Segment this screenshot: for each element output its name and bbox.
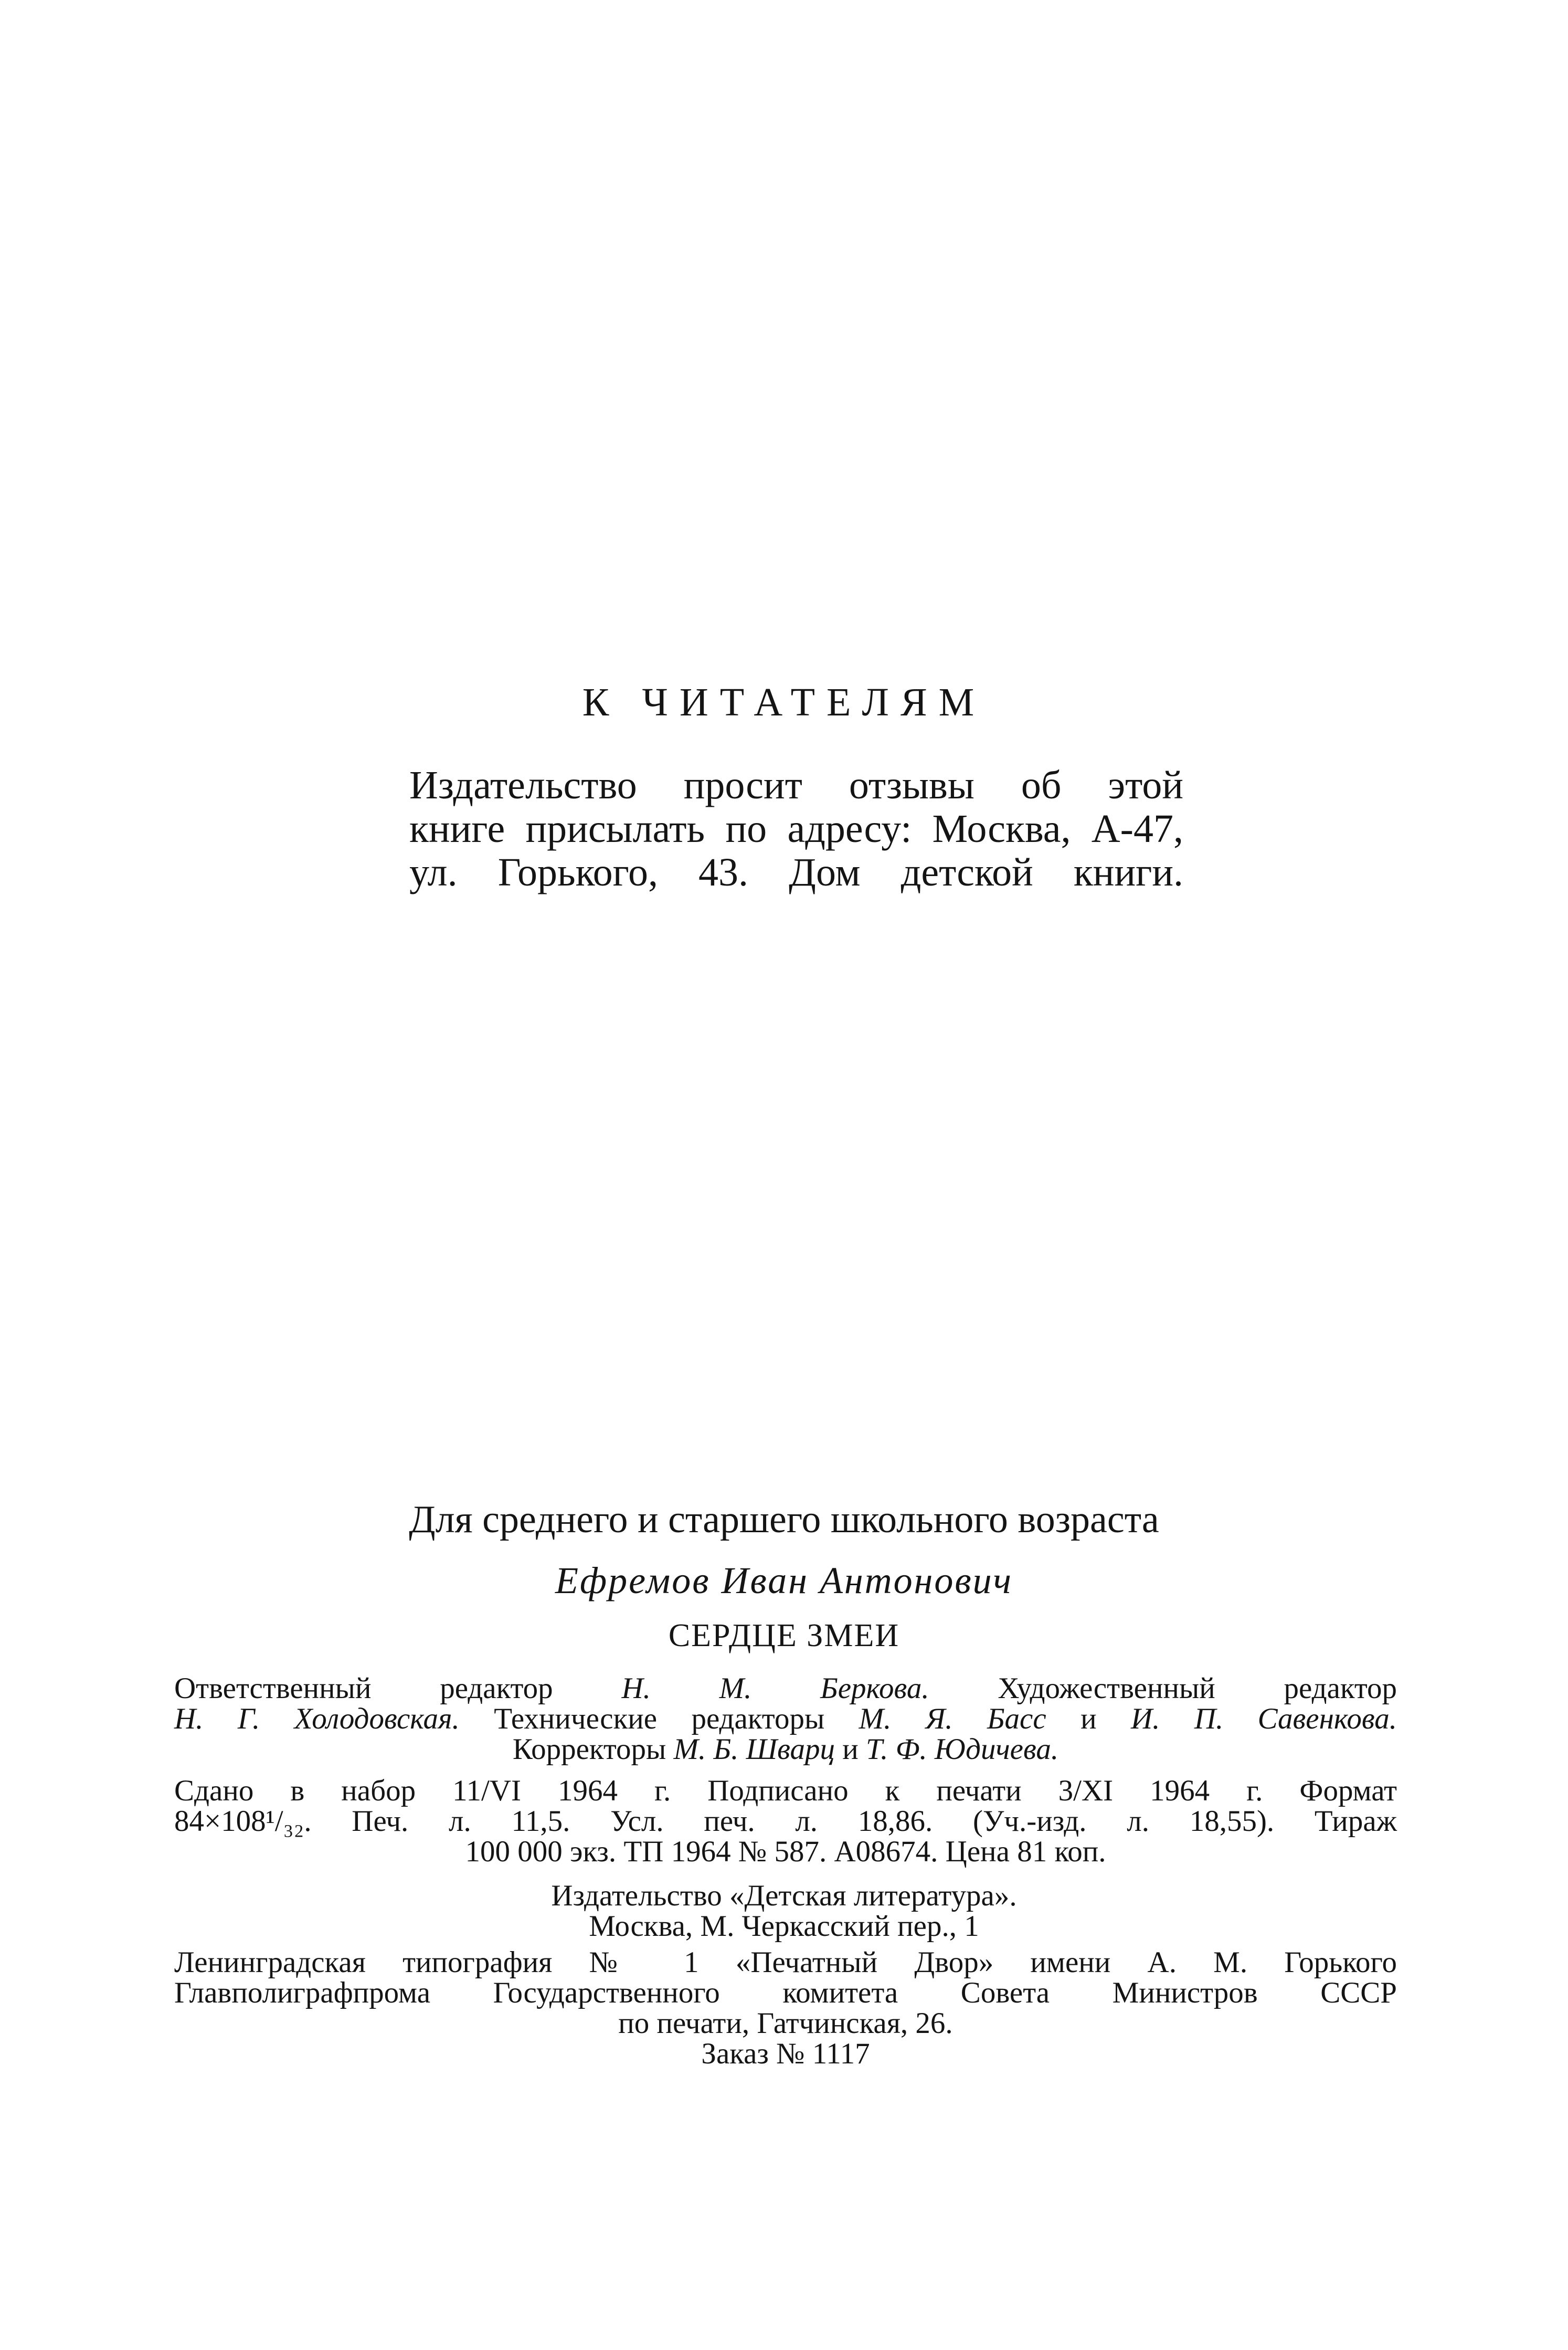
tech-editor-name-1: М. Я. Басс — [859, 1702, 1046, 1735]
editors-line-2-d: и — [1046, 1702, 1131, 1735]
printing-line-2: 84×108¹/₃₂. Печ. л. 11,5. Усл. печ. л. 18,86. (Уч.-изд. л. 18,55). Тираж — [174, 1805, 1397, 1838]
editors-line-1-a: Ответственный редактор — [174, 1672, 622, 1705]
book-title: СЕРДЦЕ ЗМЕИ — [668, 1618, 900, 1653]
readers-heading: К ЧИТАТЕЛЯМ — [582, 680, 986, 724]
readers-note-line-3: ул. Горького, 43. Дом детской книги. — [409, 850, 1183, 894]
typography-line-3: по печати, Гатчинская, 26. — [618, 2007, 953, 2040]
audience-line: Для среднего и старшего школьного возраста — [409, 1498, 1159, 1541]
editors-line-2 — [174, 1704, 1397, 1734]
editors-line-1-c: Художественный редактор — [929, 1672, 1397, 1705]
tech-editor-name-2: И. П. Савенкова. — [1131, 1702, 1397, 1735]
editors-line-3-a: Корректоры — [512, 1733, 674, 1766]
editors-line-1 — [174, 1673, 1397, 1704]
responsible-editor-name: Н. М. Беркова. — [621, 1672, 929, 1705]
art-editor-name: Н. Г. Холодовская. — [174, 1702, 460, 1735]
printing-details — [174, 1776, 1397, 1867]
publisher-info — [0, 1881, 1568, 1942]
typography-line-1: Ленинградская типография № 1 «Печатный Двор» имени А. М. Горького — [174, 1946, 1397, 1979]
corrector-name-1: М. Б. Шварц — [673, 1733, 835, 1766]
typography-info — [174, 1947, 1397, 2069]
editors-line-3-c: и — [834, 1733, 866, 1766]
editors-line-3 — [174, 1734, 1397, 1765]
publisher-line-2: Москва, М. Черкасский пер., 1 — [589, 1910, 979, 1943]
editors-line-2-b: Технические редакторы — [459, 1702, 859, 1735]
printing-line-1: Сдано в набор 11/VI 1964 г. Подписано к печати 3/XI 1964 г. Формат — [174, 1774, 1397, 1807]
publisher-line-1: Издательство «Детская литература». — [551, 1879, 1017, 1912]
author-name: Ефремов Иван Антонович — [555, 1559, 1013, 1601]
typography-line-2: Главполиграфпрома Государственного комитета Совета Министров СССР — [174, 1976, 1397, 2009]
corrector-name-2: Т. Ф. Юдичева. — [865, 1733, 1059, 1766]
editors-credits — [174, 1673, 1397, 1765]
readers-note — [409, 764, 1183, 894]
printing-line-3: 100 000 экз. ТП 1964 № 587. А08674. Цена 81 коп. — [465, 1835, 1106, 1868]
readers-note-line-2: книге присылать по адресу: Москва, А-47, — [409, 807, 1183, 851]
readers-note-line-1: Издательство просит отзывы об этой — [409, 763, 1183, 807]
order-number: Заказ № 1117 — [701, 2037, 870, 2070]
